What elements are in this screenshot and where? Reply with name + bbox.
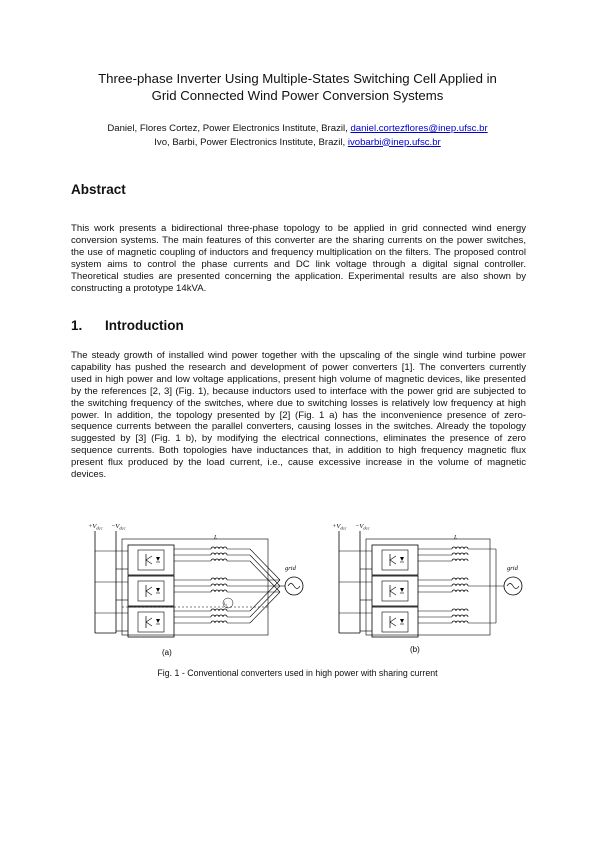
fig-a-sublabel: (a) <box>162 648 172 657</box>
paper-title <box>40 70 555 104</box>
author-2-affiliation: Ivo, Barbi, Power Electronics Institute, Brazil, <box>154 136 348 148</box>
fig-b-grid-label: grid <box>507 565 518 572</box>
figure-1-converter-schematics <box>80 515 540 660</box>
section-title: Introduction <box>105 318 184 333</box>
abstract-paragraph: This work presents a bidirectional three-phase topology to be applied in grid connected wind energy conversion systems. The main features of this converter are the sharing currents on the power switches, the use of magnetic coupling of inductors and frequency multiplication on the filters. The proposed control system aims to control the phase currents and DC link voltage through a digital signal controller. Theoretical studies are presented concerning the application. Experimental results are also shown by constructing a prototype 14kVA. <box>71 223 526 294</box>
fig-b-vdc-minus-label: $-V_{dcc}$ <box>355 523 370 531</box>
fig-a-vdc-plus-label: $+V_{dcc}$ <box>88 523 103 531</box>
fig-a-vdc-minus-label: $-V_{dcc}$ <box>111 523 126 531</box>
section-number: 1. <box>71 318 83 333</box>
fig-b-vdc-plus-label: $+V_{dcc}$ <box>332 523 347 531</box>
author-1-email-link[interactable]: daniel.cortezflores@inep.ufsc.br <box>350 123 488 134</box>
fig-a-zero-sequence-current-label: i₀ <box>224 602 228 607</box>
fig-b-sublabel: (b) <box>410 645 420 654</box>
fig-b-inductor-label: L <box>454 535 458 541</box>
author-1-affiliation: Daniel, Flores Cortez, Power Electronics Institute, Brazil, <box>107 123 351 134</box>
author-2 <box>40 136 555 150</box>
title-line-1: Three-phase Inverter Using Multiple-States Switching Cell Applied in <box>98 71 497 86</box>
author-2-email-link[interactable]: ivobarbi@inep.ufsc.br <box>347 136 441 148</box>
fig-a-inductor-label: L <box>214 535 218 541</box>
introduction-paragraph: The steady growth of installed wind power together with the upscaling of the single wind turbine power capability has pushed the research and development of power converters [1]. The converters currently used in high power and low voltage applications, present high volume of magnetic devices, like presented by the references [2, 3] (Fig. 1), because inductors used to interface with the power grid are subjected to the switching frequency of the switches, where due to switching losses is relatively low frequency at high power. In addition, the topology presented by [2] (Fig. 1 a) has the inconvenience presence of zero-sequence currents between the parallel converters, causing losses in the switches. Already the topology suggested by [3] (Fig. 1 b), by modifying the electrical connections, eliminates the presence of zero sequence currents. Both topologies have inductances that, in addition to high frequency magnetic flux present flux produced by the load current, i.e., cause excessive increase in the volume of magnetic devices. <box>71 350 526 481</box>
figure-1b <box>332 523 522 654</box>
author-block <box>40 122 555 149</box>
introduction-heading <box>71 318 184 333</box>
fig-a-grid-label: grid <box>285 565 296 572</box>
author-1 <box>40 122 555 136</box>
title-line-2: Grid Connected Wind Power Conversion Systems <box>151 88 444 103</box>
figure-1a <box>88 523 303 657</box>
figure-1-caption: Fig. 1 - Conventional converters used in high power with sharing current <box>157 668 438 678</box>
abstract-heading: Abstract <box>71 182 126 197</box>
